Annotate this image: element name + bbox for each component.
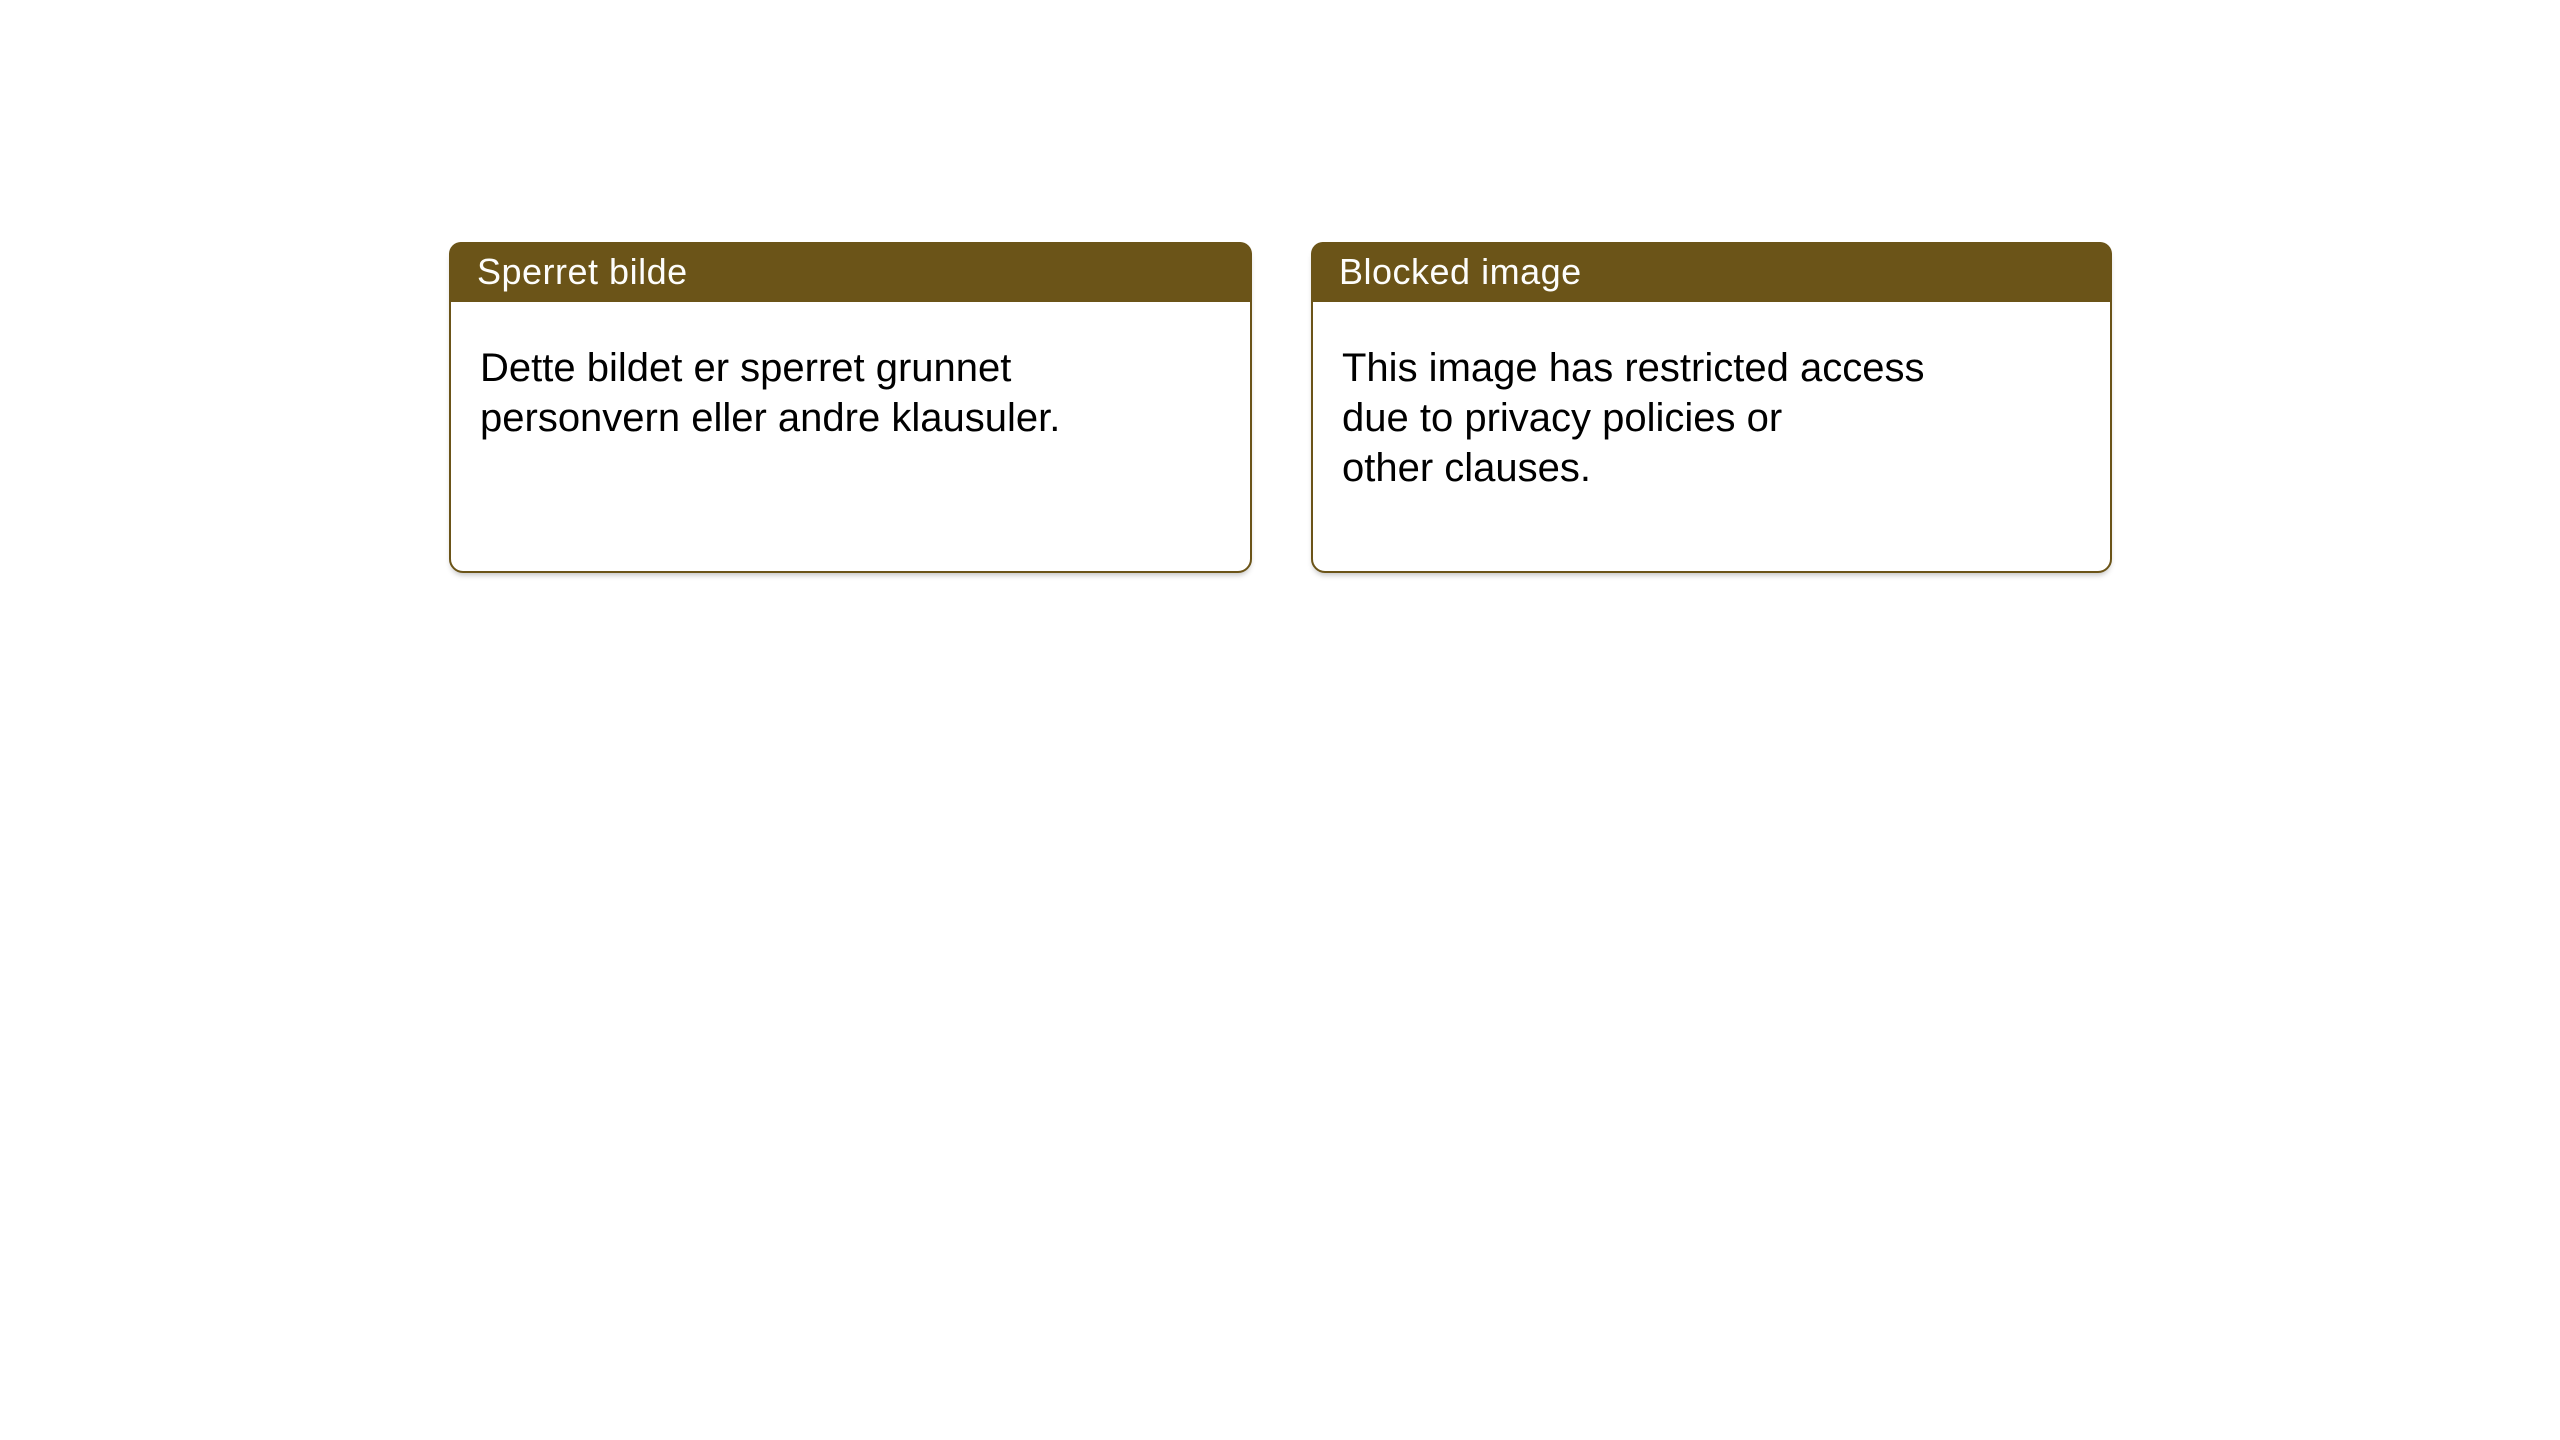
blocked-image-card-norwegian	[449, 242, 1252, 573]
card-header	[449, 242, 1252, 302]
card-body	[1313, 302, 2110, 493]
card-title: Blocked image	[1339, 251, 1582, 292]
card-body-line: personvern eller andre klausuler.	[480, 396, 1061, 440]
card-body-line: due to privacy policies or	[1342, 396, 1783, 440]
card-header	[1311, 242, 2112, 302]
card-body-line: Dette bildet er sperret grunnet	[480, 346, 1012, 390]
card-body-line: other clauses.	[1342, 446, 1592, 490]
blocked-image-card-english	[1311, 242, 2112, 573]
card-body-line: This image has restricted access	[1342, 346, 1925, 390]
card-body	[451, 302, 1250, 443]
card-title: Sperret bilde	[477, 251, 688, 292]
